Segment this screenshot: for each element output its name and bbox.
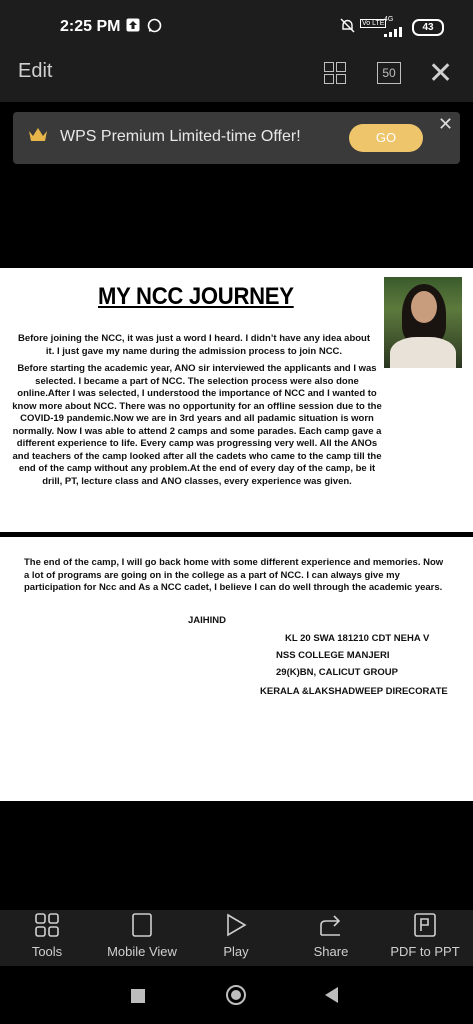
promo-text: WPS Premium Limited-time Offer! bbox=[60, 128, 301, 145]
play-icon bbox=[191, 912, 281, 940]
page-count-icon[interactable]: 50 bbox=[377, 62, 401, 84]
network-badge: 4G bbox=[384, 16, 394, 23]
pdf-to-ppt-icon bbox=[380, 912, 470, 940]
status-time: 2:25 PM bbox=[60, 18, 121, 35]
home-icon[interactable] bbox=[226, 985, 246, 1005]
address-line-2: NSS COLLEGE MANJERI bbox=[276, 650, 390, 661]
grid-view-icon[interactable] bbox=[324, 62, 346, 84]
upload-icon bbox=[126, 18, 140, 35]
pdf-to-ppt-button[interactable] bbox=[380, 912, 470, 959]
address-line-1: KL 20 SWA 181210 CDT NEHA V bbox=[285, 633, 430, 644]
volte-badge: Vo LTE bbox=[362, 20, 385, 27]
close-icon[interactable]: ✕ bbox=[428, 57, 454, 90]
address-line-3: 29(K)BN, CALICUT GROUP bbox=[276, 667, 398, 678]
paragraph-2: Before starting the academic year, ANO sir interviewed the applicants and I was selected. I became a part of NCC. The selection process were also done online.After I was selected, I understood the importance of NCC and I wanted to know more about NCC. There was no opportunity for an offline session due to the COVID-19 pandemic.Now we are in 3rd years and all padamic situation is worn normally. Now I was able to attend 2 camps and some parades. Each camp gave a different experience to life. Every camp was progressing very well. All the ANOs and teachers of the camp looked after all the cadets who came to the camp till the end of the camp without any problem.At the end of every day of the camp, be it drill, PT, lecture class and ANO classes, every experience was given. bbox=[12, 363, 382, 487]
banner-close-icon[interactable]: ✕ bbox=[438, 114, 454, 134]
app-title: Edit bbox=[18, 60, 53, 82]
whatsapp-icon bbox=[147, 18, 162, 36]
battery-indicator: 43 bbox=[412, 19, 444, 36]
address-line-4: KERALA &LAKSHADWEEP DIRECORATE bbox=[260, 686, 448, 697]
tools-button[interactable] bbox=[2, 912, 92, 959]
mobile-view-button[interactable] bbox=[97, 912, 187, 959]
promo-go-button[interactable]: GO bbox=[349, 124, 423, 152]
profile-photo bbox=[384, 277, 462, 368]
mute-icon bbox=[340, 18, 355, 36]
tools-icon bbox=[2, 912, 92, 940]
app-bar bbox=[0, 54, 473, 102]
signal-icon bbox=[382, 24, 406, 42]
recents-icon[interactable] bbox=[131, 989, 145, 1003]
mobile-view-icon bbox=[97, 912, 187, 940]
share-icon bbox=[286, 912, 376, 940]
share-button[interactable] bbox=[286, 912, 376, 959]
crown-icon bbox=[27, 126, 49, 150]
back-icon[interactable] bbox=[325, 987, 338, 1003]
share-label: Share bbox=[313, 944, 349, 959]
play-label: Play bbox=[223, 944, 249, 959]
document-title: MY NCC JOURNEY bbox=[98, 283, 294, 310]
paragraph-3: The end of the camp, I will go back home with some different experience and memories. Now a lot of programs are going on in the college as a part of NCC. I can always give my participation for Ncc and As a NCC cadet, I believe I can do well through the academic years. bbox=[24, 557, 444, 593]
mobile-view-label: Mobile View bbox=[107, 944, 177, 959]
paragraph-1: Before joining the NCC, it was just a word I heard. I didn’t have any idea about it. I just gave my name during the admission process to join NCC. bbox=[17, 333, 371, 357]
tools-label: Tools bbox=[31, 944, 63, 959]
play-button[interactable] bbox=[191, 912, 281, 959]
sign-off: JAIHIND bbox=[188, 615, 227, 626]
pdf-to-ppt-label: PDF to PPT bbox=[390, 944, 460, 959]
